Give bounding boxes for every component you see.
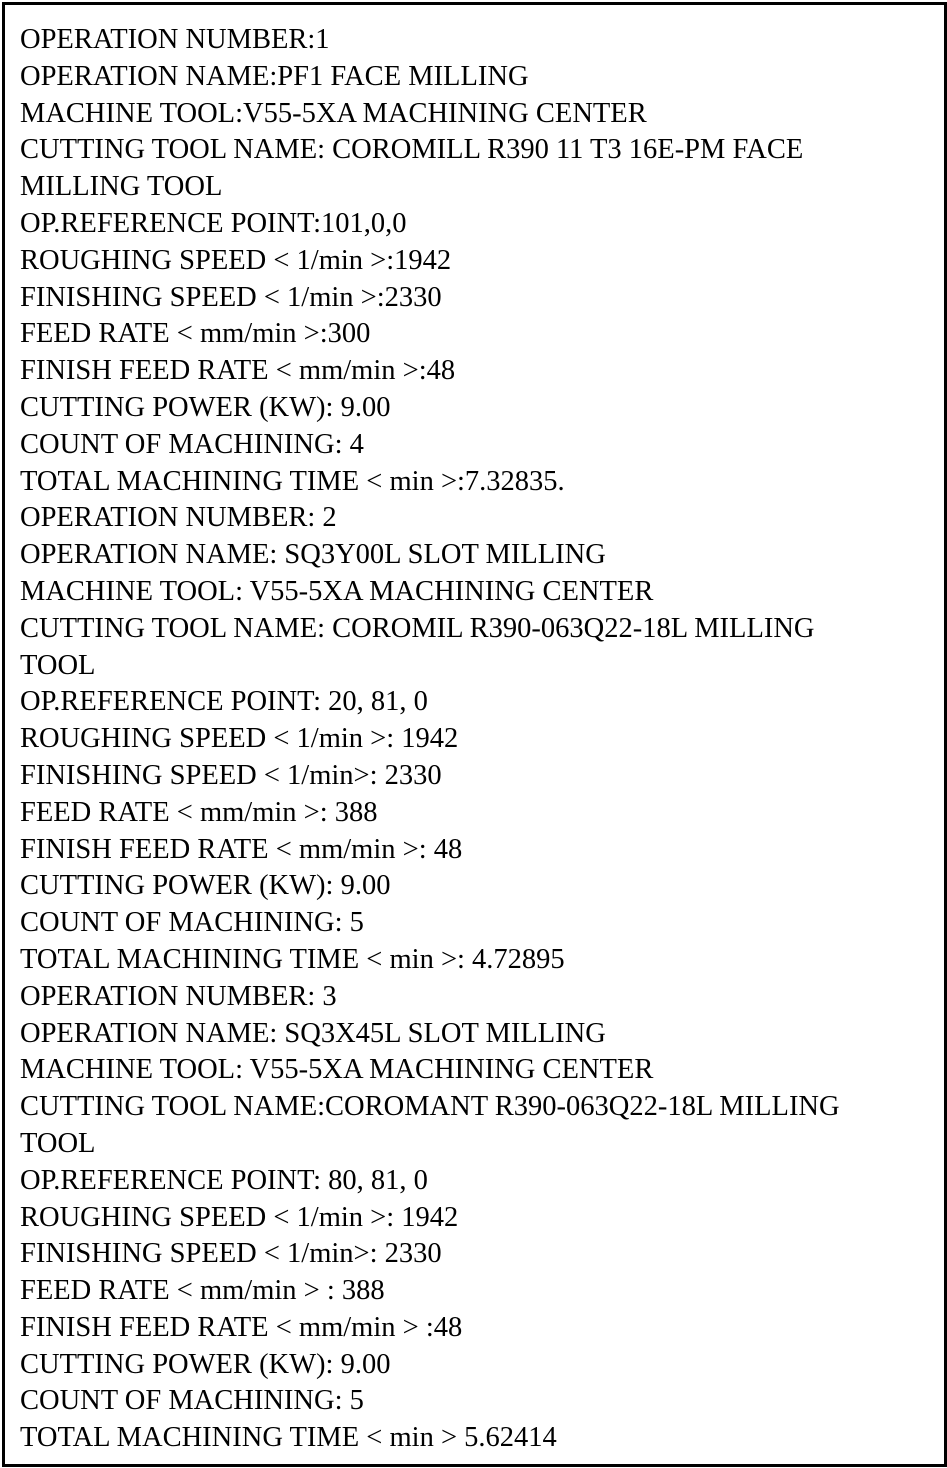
report-line: FINISHING SPEED < 1/min>: 2330 [20,759,442,791]
report-line: OPERATION NAME: SQ3Y00L SLOT MILLING [20,539,606,571]
report-line: CUTTING POWER (KW): 9.00 [20,391,391,423]
report-line: OP.REFERENCE POINT: 80, 81, 0 [20,1164,428,1196]
report-line: CUTTING POWER (KW): 9.00 [20,870,391,902]
report-line: OP.REFERENCE POINT:101,0,0 [20,207,407,239]
report-line: ROUGHING SPEED < 1/min >:1942 [20,244,452,276]
report-line: COUNT OF MACHINING: 5 [20,907,364,939]
report-line: OPERATION NUMBER: 3 [20,980,337,1012]
report-line: FINISH FEED RATE < mm/min >: 48 [20,833,463,865]
report-line: FINISHING SPEED < 1/min>: 2330 [20,1238,442,1270]
report-line: TOTAL MACHINING TIME < min > 5.62414 [20,1422,557,1454]
report-line: CUTTING TOOL NAME: COROMILL R390 11 T3 16E-PM FACE [20,134,804,166]
report-line: COUNT OF MACHINING: 5 [20,1385,364,1417]
report-line: CUTTING TOOL NAME:COROMANT R390-063Q22-18L MILLING [20,1091,840,1123]
report-line: FEED RATE < mm/min >: 388 [20,796,378,828]
report-line: MACHINE TOOL:V55-5XA MACHINING CENTER [20,97,647,129]
report-line: MILLING TOOL [20,171,223,203]
report-line: TOOL [20,649,96,681]
report-line: CUTTING POWER (KW): 9.00 [20,1348,391,1380]
report-line: FEED RATE < mm/min > : 388 [20,1275,385,1307]
report-line: TOTAL MACHINING TIME < min >: 4.72895 [20,943,565,975]
report-line: OPERATION NAME: SQ3X45L SLOT MILLING [20,1017,606,1049]
report-line: MACHINE TOOL: V55-5XA MACHINING CENTER [20,575,654,607]
report-line: FEED RATE < mm/min >:300 [20,318,371,350]
report-line: ROUGHING SPEED < 1/min >: 1942 [20,1201,459,1233]
report-line: COUNT OF MACHINING: 4 [20,428,364,460]
report-line: MACHINE TOOL: V55-5XA MACHINING CENTER [20,1054,654,1086]
report-line: FINISHING SPEED < 1/min >:2330 [20,281,442,313]
report-line: FINISH FEED RATE < mm/min >:48 [20,355,456,387]
report-line: OPERATION NAME:PF1 FACE MILLING [20,60,529,92]
report-line: OP.REFERENCE POINT: 20, 81, 0 [20,686,428,718]
report-line: ROUGHING SPEED < 1/min >: 1942 [20,723,459,755]
report-line: FINISH FEED RATE < mm/min > :48 [20,1311,463,1343]
report-line: OPERATION NUMBER:1 [20,24,330,55]
report-line: TOOL [20,1127,96,1159]
report-line: TOTAL MACHINING TIME < min >:7.32835. [20,465,565,497]
report-line: CUTTING TOOL NAME: COROMIL R390-063Q22-18L MILLING [20,612,815,644]
operation-report [20,22,935,1457]
report-line: OPERATION NUMBER: 2 [20,502,337,534]
